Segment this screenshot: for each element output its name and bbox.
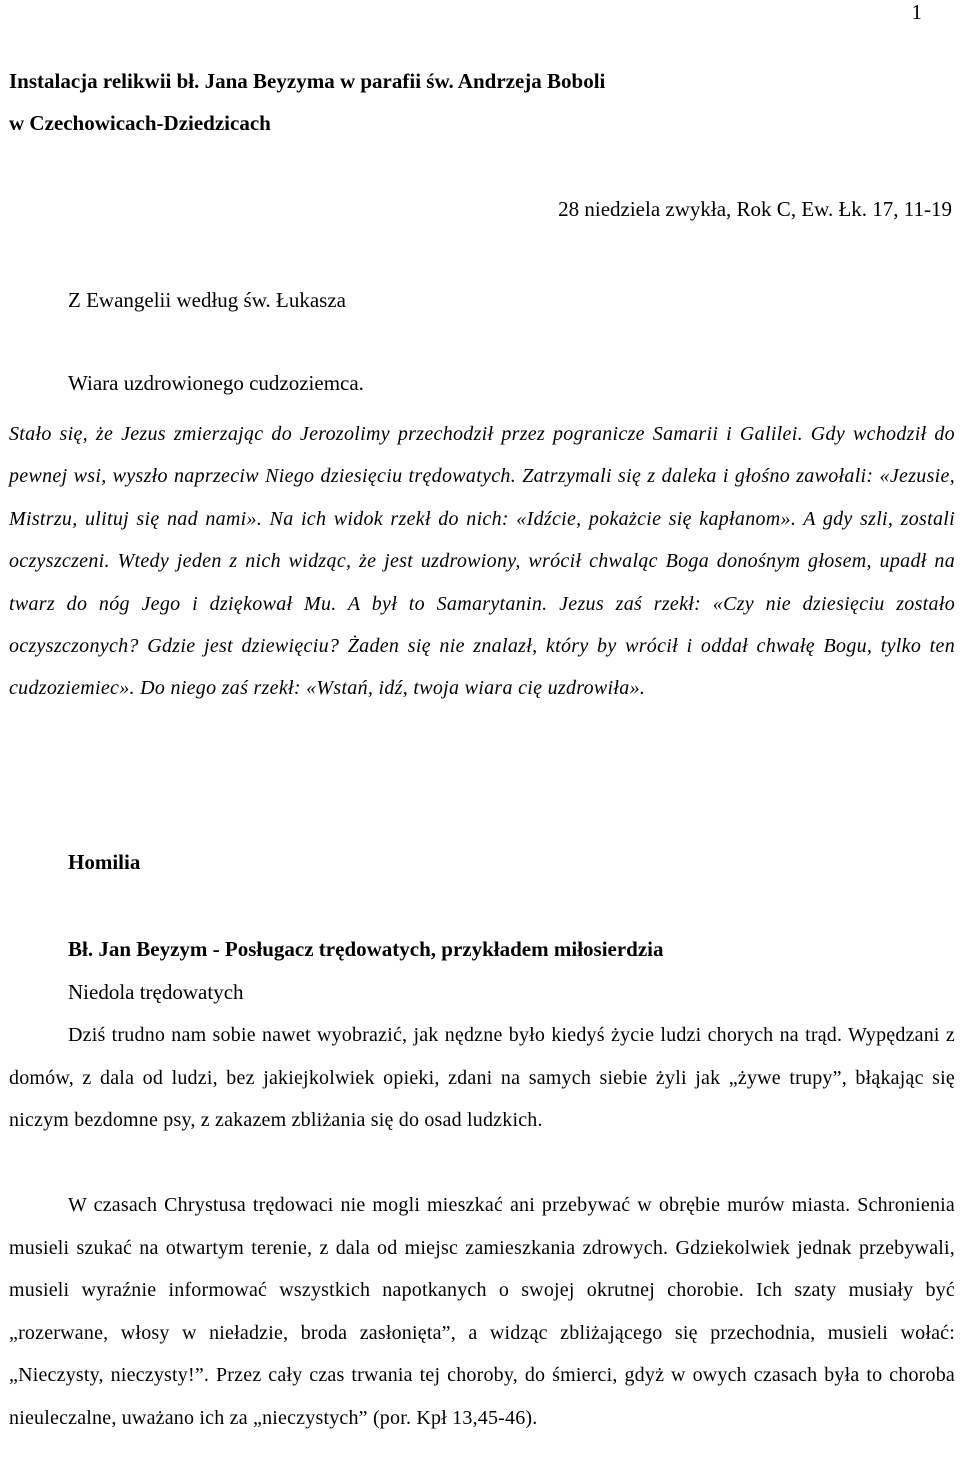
gospel-subtitle: Wiara uzdrowionego cudzoziemca. (68, 371, 364, 395)
title-line-1: Instalacja relikwii bł. Jana Beyzyma w parafii św. Andrzeja Boboli (9, 69, 606, 93)
title-line-2: w Czechowicach-Dziedzicach (9, 111, 271, 135)
homily-section-title: Bł. Jan Beyzym - Posługacz trędowatych, przykładem miłosierdzia (68, 937, 664, 961)
gospel-source: Z Ewangelii według św. Łukasza (68, 288, 346, 312)
homily-paragraph-1: Dziś trudno nam sobie nawet wyobrazić, jak nędzne było kiedyś życie ludzi chorych na trąd. Wypędzani z domów, z dala od ludzi, bez jakiejkolwiek opieki, zdani na samych siebie żyli jak „żywe trupy”, błąkając się niczym bezdomne psy, z zakazem zbliżania się do osad ludzkich. (9, 1024, 955, 1131)
homily-paragraph-2: W czasach Chrystusa trędowaci nie mogli mieszkać ani przebywać w obrębie murów miasta. Schronienia musieli szukać na otwartym terenie, z dala od miejsc zamieszkania zdrowych. Gdziekolwiek jednak przebywali, musieli wyraźnie informować wszystkich napotkanych o swojej okrutnej chorobie. Ich szaty musiały być „rozerwane, włosy w nieładzie, broda zasłonięta”, a widząc zbliżającego się przechodnia, musieli wołać: „Nieczysty, nieczysty!”. Przez cały czas trwania tej choroby, do śmierci, gdyż w owych czasach była to choroba nieuleczalne, uważano ich za „nieczystych” (por. Kpł 13,45-46). (9, 1194, 955, 1429)
liturgy-reference: 28 niedziela zwykła, Rok C, Ew. Łk. 17, 11-19 (558, 197, 952, 221)
homily-heading: Homilia (68, 850, 141, 874)
page-number: 1 (911, 0, 922, 24)
gospel-text: Stało się, że Jezus zmierzając do Jerozolimy przechodził przez pogranicze Samarii i Galilei. Gdy wchodził do pewnej wsi, wyszło naprzeciw Niego dziesięciu trędowatych. Zatrzymali się z daleka i głośno zawołali: «Jezusie, Mistrzu, ulituj się nad nami». Na ich widok rzekł do nich: «Idźcie, pokażcie się kapłanom». A gdy szli, zostali oczyszczeni. Wtedy jeden z nich widząc, że jest uzdrowiony, wrócił chwaląc Boga donośnym głosem, upadł na twarz do nóg Jego i dziękował Mu. A był to Samarytanin. Jezus zaś rzekł: «Czy nie dziesięciu zostało oczyszczonych? Gdzie jest dziewięciu? Żaden się nie znalazł, który by wrócił i oddał chwałę Bogu, tylko ten cudzoziemiec». Do niego zaś rzekł: «Wstań, idź, twoja wiara cię uzdrowiła». (9, 423, 955, 700)
document-title (9, 60, 955, 144)
homily-subsection-title: Niedola trędowatych (68, 980, 244, 1004)
